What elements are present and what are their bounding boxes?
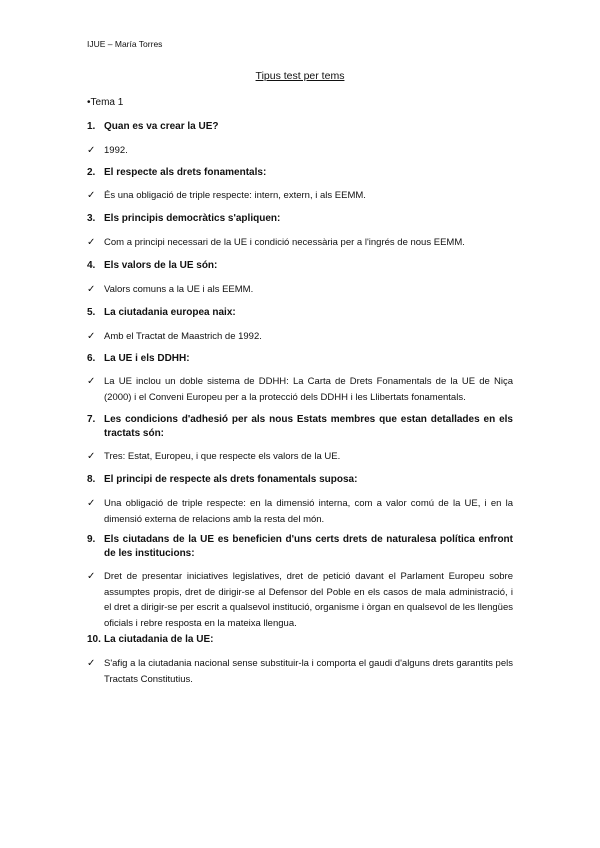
answer-item bbox=[87, 329, 513, 345]
question-text: Les condicions d'adhesió per als nous Estats membres que estan detallades en els tractats són: bbox=[104, 414, 513, 439]
checkmark-icon: ✓ bbox=[87, 145, 96, 156]
question-item bbox=[87, 413, 513, 441]
question-item bbox=[87, 166, 513, 180]
question-number: 10. bbox=[87, 634, 101, 645]
question-item bbox=[87, 306, 513, 320]
checkmark-icon: ✓ bbox=[87, 451, 96, 462]
question-item bbox=[87, 533, 513, 561]
question-number: 1. bbox=[87, 121, 96, 132]
question-text: La ciutadania de la UE: bbox=[104, 634, 214, 645]
question-number: 4. bbox=[87, 260, 96, 271]
question-text: El respecte als drets fonamentals: bbox=[104, 167, 267, 178]
question-text: Quan es va crear la UE? bbox=[104, 121, 219, 132]
question-text: El principi de respecte als drets fonamentals suposa: bbox=[104, 474, 358, 485]
answer-item bbox=[87, 656, 513, 687]
checkmark-icon: ✓ bbox=[87, 498, 96, 509]
question-number: 9. bbox=[87, 534, 96, 545]
answer-text: Dret de presentar iniciatives legislatives, dret de petició davant el Parlament Europeu sobre assumptes propis, dret de dirigir-se al Defensor del Poble en els casos de mala administració, i el dret a dirigir-se per escrit a qualsevol institució, organisme i òrgan en qualsevol de les llengües oficials i rebre resposta en la mateixa llengua. bbox=[104, 571, 513, 629]
question-item bbox=[87, 352, 513, 366]
answer-item bbox=[87, 569, 513, 631]
question-text: La UE i els DDHH: bbox=[104, 353, 190, 364]
topic-label: •Tema 1 bbox=[87, 97, 124, 108]
question-number: 3. bbox=[87, 213, 96, 224]
answer-item bbox=[87, 143, 513, 159]
question-text: Els valors de la UE són: bbox=[104, 260, 218, 271]
checkmark-icon: ✓ bbox=[87, 284, 96, 295]
question-item bbox=[87, 120, 513, 134]
answer-text: Com a principi necessari de la UE i condició necessària per a l'ingrés de nous EEMM. bbox=[104, 237, 465, 248]
answer-item bbox=[87, 282, 513, 298]
answer-text: És una obligació de triple respecte: intern, extern, i als EEMM. bbox=[104, 190, 366, 201]
answer-text: La UE inclou un doble sistema de DDHH: La Carta de Drets Fonamentals de la UE de Niça (2000) i el Conveni Europeu per a la protecció dels DDHH i les Llibertats fonamentals. bbox=[104, 376, 513, 403]
checkmark-icon: ✓ bbox=[87, 658, 96, 669]
answer-item bbox=[87, 449, 513, 465]
checkmark-icon: ✓ bbox=[87, 331, 96, 342]
answer-text: Valors comuns a la UE i als EEMM. bbox=[104, 284, 254, 295]
answer-text: Tres: Estat, Europeu, i que respecte els valors de la UE. bbox=[104, 451, 341, 462]
question-number: 8. bbox=[87, 474, 96, 485]
question-number: 7. bbox=[87, 414, 96, 425]
question-item bbox=[87, 633, 513, 647]
answer-text: Amb el Tractat de Maastrich de 1992. bbox=[104, 331, 262, 342]
answer-item bbox=[87, 374, 513, 405]
checkmark-icon: ✓ bbox=[87, 190, 96, 201]
document-title: Tipus test per tems bbox=[255, 70, 345, 82]
answer-item bbox=[87, 496, 513, 527]
answer-item bbox=[87, 188, 513, 204]
question-number: 6. bbox=[87, 353, 96, 364]
question-text: Els ciutadans de la UE es beneficien d'uns certs drets de naturalesa política enfront de les institucions: bbox=[104, 534, 513, 559]
question-number: 2. bbox=[87, 167, 96, 178]
question-number: 5. bbox=[87, 307, 96, 318]
question-text: Els principis democràtics s'apliquen: bbox=[104, 213, 281, 224]
question-item bbox=[87, 212, 513, 226]
question-item bbox=[87, 259, 513, 273]
checkmark-icon: ✓ bbox=[87, 376, 96, 387]
question-item bbox=[87, 473, 513, 487]
page-header: IJUE – María Torres bbox=[87, 39, 163, 49]
answer-text: Una obligació de triple respecte: en la dimensió interna, com a valor comú de la UE, i en la dimensió externa de relacions amb la resta del món. bbox=[104, 498, 513, 525]
answer-item bbox=[87, 235, 513, 251]
answer-text: 1992. bbox=[104, 145, 128, 156]
checkmark-icon: ✓ bbox=[87, 237, 96, 248]
answer-text: S'afig a la ciutadania nacional sense substituir-la i comporta el gaudi d'alguns drets garantits pels Tractats Constitutius. bbox=[104, 658, 513, 685]
checkmark-icon: ✓ bbox=[87, 571, 96, 582]
question-text: La ciutadania europea naix: bbox=[104, 307, 236, 318]
